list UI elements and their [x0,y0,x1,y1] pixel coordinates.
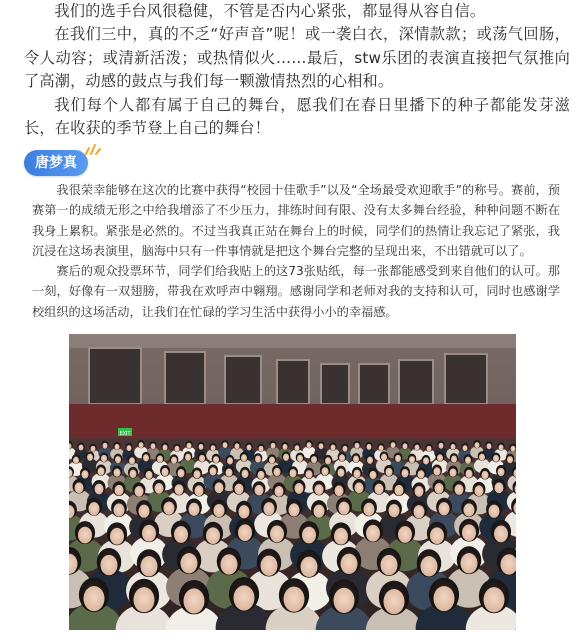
paragraph: 赛后的观众投票环节，同学们给我贴上的这73张贴纸，每一张都能感受到来自他们的认可。那一刻，好像有一双翅膀，带我在欢呼声中翱翔。感谢同学和老师对我的支持和认可，同时也感谢学校组织的这场活动，让我们在忙碌的学习生活中获得小小的幸福感。 [32,264,560,319]
exit-sign: EXIT [119,431,131,437]
speaker-name: 唐梦真 [24,150,88,176]
paragraph: 在我们三中，真的不乏“好声音”呢！或一袭白衣，深情款款；或荡气回肠，令人动容；或清新活泼；或热情似火……最后，stw乐团的表演直接把气氛推向了高潮，动感的鼓点与我们每一颗激情热烈的心相和。 [24,25,570,91]
text-section-1 [24,0,570,140]
text-section-2 [32,180,560,322]
paragraph: 我们的选手台风很稳健，不管是否内心紧张，都显得从容自信。 [54,2,486,20]
speaker-tag [24,150,100,178]
sparkle-icon [82,142,102,156]
paragraph: 我很荣幸能够在这次的比赛中获得“校园十佳歌手”以及“全场最受欢迎歌手”的称号。赛前，预赛第一的成绩无形之中给我增添了不少压力，排练时间有限、没有太多舞台经验，种种问题不断在我身上累积。紧张是必然的。不过当我真正站在舞台上的时候，同学们的热情让我忘记了紧张，我沉浸在这场表演里，脑海中只有一件事情就是把这个舞台完整的呈现出来，不出错就可以了。 [32,183,560,258]
audience-photo [69,334,516,630]
paragraph: 我们每个人都有属于自己的舞台，愿我们在春日里播下的种子都能发芽滋长，在收获的季节登上自己的舞台！ [24,95,570,138]
